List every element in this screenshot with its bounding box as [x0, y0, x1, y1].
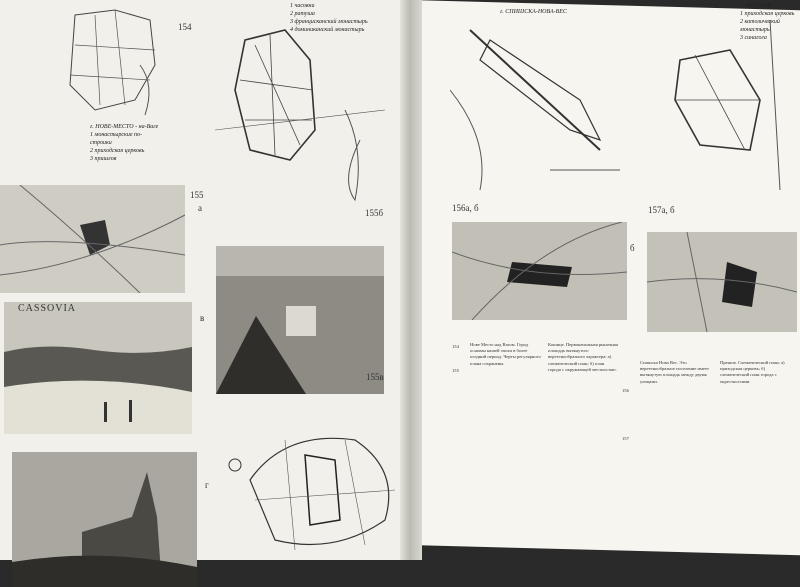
legend-line: 4 доминиканский монастырь — [290, 27, 365, 33]
legend-line: 2 католический — [740, 19, 780, 25]
map-presov — [650, 20, 795, 190]
caption-col4: Прешов. Схематический план; а) приходская церковь; б) схематический план города с окрестностями. — [720, 360, 785, 384]
legend-line: г. НОВЕ-МЕСТО - на-Ваге — [90, 124, 159, 130]
legend-line: монастырь — [740, 27, 770, 33]
legend-line: 1 монастырские по- — [90, 132, 142, 138]
cassovia-engraving — [4, 302, 192, 434]
legend-spisska: г. СПИШСКА-НОВА-ВЕС — [500, 9, 567, 15]
map-spisska — [450, 10, 620, 190]
fig-155v2-label: 155в — [366, 372, 384, 382]
legend-line: строики — [90, 140, 112, 146]
map-155a — [0, 185, 185, 293]
map-nove-mesto — [55, 5, 165, 125]
legend-line: 3 пришлов — [90, 156, 117, 162]
caption-col3: Спишска Нова Вес. Это веретенообразное поселение имеет вытянутую площадь между двумя улицами. — [640, 360, 709, 384]
legend-line: 2 ратуша — [290, 11, 315, 17]
legend-presov — [740, 2, 794, 42]
legend-line: 1 приходская церковь — [740, 11, 795, 17]
fig-154-label: 154 — [178, 22, 192, 32]
caption-col1: Нове Место над Вагом. Город основан нашей эпохи в более поздний период. Черты регулярного плана сохранены. — [470, 342, 541, 366]
fig-155-label: 155 — [190, 190, 204, 200]
caption-col2: Кошице. Первоначальная рыночная площадь вытянутого веретенообразного характера; а) схематический план; б) план города с окружающей местностью. — [548, 342, 618, 372]
relief-map-156b — [452, 222, 627, 320]
fig-156b-side-label: б — [630, 243, 635, 253]
town-plan-sketch — [225, 420, 405, 560]
fig-157ab-label: 157а, б — [648, 205, 675, 215]
fig-155g-label: г — [205, 480, 209, 490]
legend-line: 2 приходская церковь — [90, 148, 145, 154]
fig-155b-label: 155б — [365, 208, 384, 218]
cassovia-title: CASSOVIA — [18, 303, 77, 314]
aerial-photo-kosice — [216, 246, 384, 394]
legend-line: г. ПРЕШОВ — [740, 3, 772, 9]
relief-map-157b — [647, 232, 797, 332]
legend-kosice — [290, 2, 368, 34]
fig-155a-label: а — [198, 203, 202, 213]
caption-num-156: 156 — [622, 388, 629, 393]
caption-num-154: 154 — [452, 344, 459, 349]
legend-line: 3 синагога — [740, 35, 767, 41]
fig-155v-label: в — [200, 313, 205, 323]
caption-num-155: 155 — [452, 368, 459, 373]
cathedral-photo — [12, 452, 197, 587]
legend-line: 3 францисканский монастырь — [290, 19, 368, 25]
fig-156ab-label: 156а, б — [452, 203, 479, 213]
caption-num-157: 157 — [622, 436, 629, 441]
legend-nove-mesto — [90, 123, 158, 163]
legend-line: 1 часовни — [290, 3, 315, 9]
